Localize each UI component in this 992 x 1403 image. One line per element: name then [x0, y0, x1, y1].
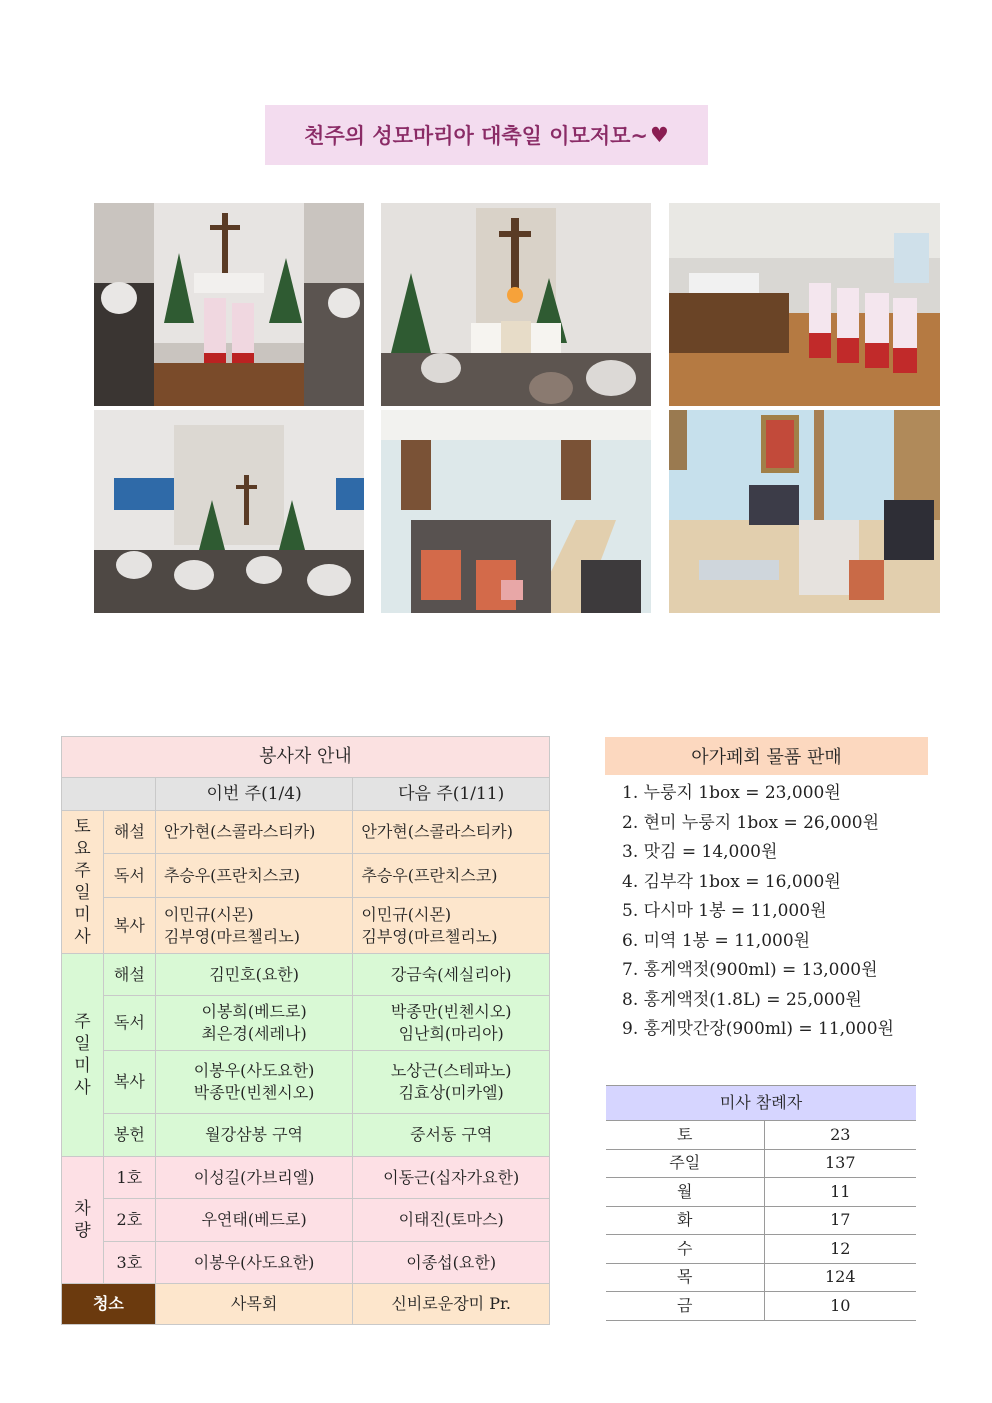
attendance-day: 토	[606, 1121, 764, 1150]
table-row	[606, 1178, 916, 1207]
volunteer-table	[61, 736, 550, 1325]
volunteer-cell: 이민규(시몬) 김부영(마르첼리노)	[155, 898, 353, 954]
list-item: 5. 다시마 1봉 = 11,000원	[622, 901, 827, 921]
volunteer-cell: 이봉희(베드로) 최은경(세레나)	[155, 996, 353, 1051]
list-item: 3. 맛김 = 14,000원	[622, 842, 778, 862]
saturday-mass-label: 토 요 주 일 미 사	[62, 811, 104, 954]
volunteer-cell: 이태진(토마스)	[353, 1199, 550, 1242]
table-row	[606, 1235, 916, 1264]
car-label: 차 량	[62, 1157, 104, 1284]
attendance-count: 137	[764, 1149, 916, 1178]
role-cell: 독서	[103, 996, 155, 1051]
heart-icon: ♥	[650, 123, 669, 147]
attendance-table	[606, 1085, 916, 1321]
header-this-week: 이번 주(1/4)	[155, 778, 353, 811]
volunteer-cell: 우연태(베드로)	[155, 1199, 353, 1242]
attendance-count: 10	[764, 1292, 916, 1321]
role-cell: 해설	[103, 811, 155, 854]
list-item: 6. 미역 1봉 = 11,000원	[622, 930, 811, 951]
volunteer-cell: 김민호(요한)	[155, 954, 353, 996]
header-next-week: 다음 주(1/11)	[353, 778, 550, 811]
table-row	[606, 1149, 916, 1178]
role-cell: 2호	[103, 1199, 155, 1242]
photo-altar-priest	[381, 203, 651, 406]
agape-sales-list	[622, 781, 894, 1047]
list-item: 8. 홍게액젓(1.8L) = 25,000원	[622, 989, 862, 1010]
attendance-count: 23	[764, 1121, 916, 1150]
volunteer-cell: 중서동 구역	[353, 1114, 550, 1157]
table-row	[606, 1206, 916, 1235]
role-cell: 해설	[103, 954, 155, 996]
attendance-count: 11	[764, 1178, 916, 1207]
photo-dining-hall	[381, 410, 651, 613]
attendance-day: 주일	[606, 1149, 764, 1178]
attendance-day: 목	[606, 1263, 764, 1292]
photo-church-interior	[94, 410, 364, 613]
photo-dining-corner	[669, 410, 940, 613]
role-cell: 복사	[103, 1051, 155, 1114]
cleaning-label: 청소	[62, 1284, 156, 1325]
attendance-day: 화	[606, 1206, 764, 1235]
volunteer-cell: 추승우(프란치스코)	[155, 854, 353, 898]
volunteer-cell: 이성길(가브리엘)	[155, 1157, 353, 1199]
header-empty	[62, 778, 156, 811]
attendance-title: 미사 참례자	[606, 1086, 916, 1121]
attendance-count: 17	[764, 1206, 916, 1235]
attendance-count: 12	[764, 1235, 916, 1264]
table-row	[606, 1263, 916, 1292]
agape-sales-title: 아가페회 물품 판매	[605, 737, 928, 775]
volunteer-cell: 이동근(십자가요한)	[353, 1157, 550, 1199]
volunteer-table-title: 봉사자 안내	[62, 737, 550, 778]
volunteer-cell: 노상근(스테파노) 김효상(미카엘)	[353, 1051, 550, 1114]
role-cell: 1호	[103, 1157, 155, 1199]
photo-procession	[669, 203, 940, 406]
role-cell: 3호	[103, 1242, 155, 1284]
attendance-day: 월	[606, 1178, 764, 1207]
volunteer-cell: 추승우(프란치스코)	[353, 854, 550, 898]
volunteer-cell: 박종만(빈첸시오) 임난희(마리아)	[353, 996, 550, 1051]
list-item: 9. 홍게맛간장(900ml) = 11,000원	[622, 1019, 894, 1039]
list-item: 7. 홍게액젓(900ml) = 13,000원	[622, 960, 878, 980]
list-item: 4. 김부각 1box = 16,000원	[622, 871, 841, 892]
volunteer-cell: 안가현(스콜라스티카)	[353, 811, 550, 854]
volunteer-cell: 이봉우(사도요한) 박종만(빈첸시오)	[155, 1051, 353, 1114]
attendance-count: 124	[764, 1263, 916, 1292]
page-title: 천주의 성모마리아 대축일 이모저모~	[304, 124, 648, 148]
role-cell: 독서	[103, 854, 155, 898]
volunteer-cell: 이봉우(사도요한)	[155, 1242, 353, 1284]
attendance-day: 수	[606, 1235, 764, 1264]
page-title-box	[265, 105, 708, 165]
table-row	[606, 1121, 916, 1150]
sunday-mass-label: 주 일 미 사	[62, 954, 104, 1157]
attendance-day: 금	[606, 1292, 764, 1321]
volunteer-cell: 안가현(스콜라스티카)	[155, 811, 353, 854]
photo-altar-servers	[94, 203, 364, 406]
role-cell: 복사	[103, 898, 155, 954]
list-item: 2. 현미 누룽지 1box = 26,000원	[622, 812, 880, 833]
cleaning-this-week: 사목회	[155, 1284, 353, 1325]
volunteer-cell: 이종섭(요한)	[353, 1242, 550, 1284]
list-item: 1. 누룽지 1box = 23,000원	[622, 783, 841, 803]
volunteer-cell: 이민규(시몬) 김부영(마르첼리노)	[353, 898, 550, 954]
table-row	[606, 1292, 916, 1321]
role-cell: 봉헌	[103, 1114, 155, 1157]
volunteer-cell: 강금숙(세실리아)	[353, 954, 550, 996]
cleaning-next-week: 신비로운장미 Pr.	[353, 1284, 550, 1325]
volunteer-cell: 월강삼봉 구역	[155, 1114, 353, 1157]
